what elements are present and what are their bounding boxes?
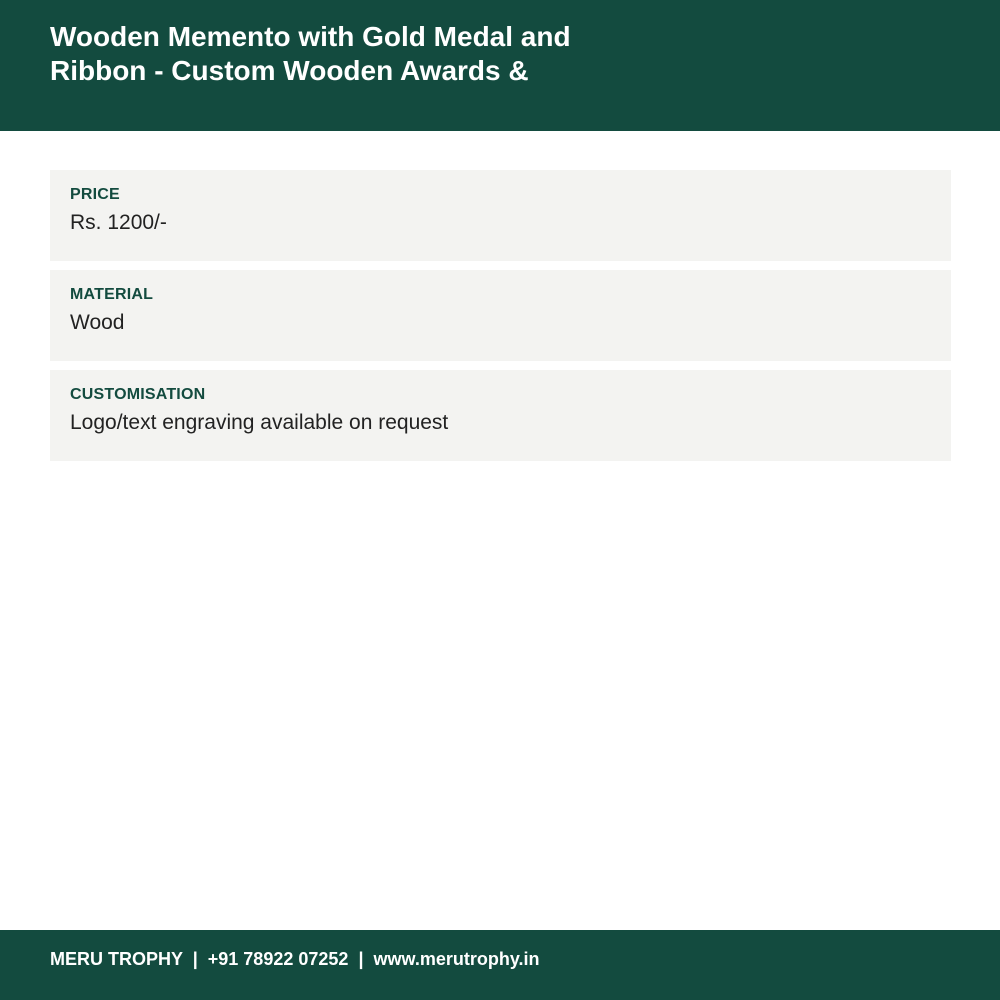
customisation-label: CUSTOMISATION (70, 386, 206, 403)
customisation-card (50, 370, 951, 461)
footer-separator: | (358, 949, 364, 969)
footer-bar (0, 930, 1000, 1000)
price-value: Rs. 1200/- (70, 211, 167, 234)
footer-separator: | (192, 949, 198, 969)
footer-contact-line (50, 948, 540, 970)
footer-phone[interactable]: +91 78922 07252 (207, 949, 349, 969)
material-value: Wood (70, 311, 125, 334)
product-title (50, 20, 610, 88)
footer-brand: MERU TROPHY (50, 949, 183, 969)
product-title-line-1: Wooden Memento with Gold Medal and (50, 21, 571, 52)
material-card (50, 270, 951, 361)
footer-website-link[interactable]: www.merutrophy.in (373, 949, 540, 969)
header-bar (0, 0, 1000, 131)
price-label: PRICE (70, 186, 120, 203)
customisation-value: Logo/text engraving available on request (70, 411, 449, 434)
product-title-line-2: Ribbon - Custom Wooden Awards & (50, 55, 529, 86)
price-card (50, 170, 951, 261)
material-label: MATERIAL (70, 286, 154, 303)
